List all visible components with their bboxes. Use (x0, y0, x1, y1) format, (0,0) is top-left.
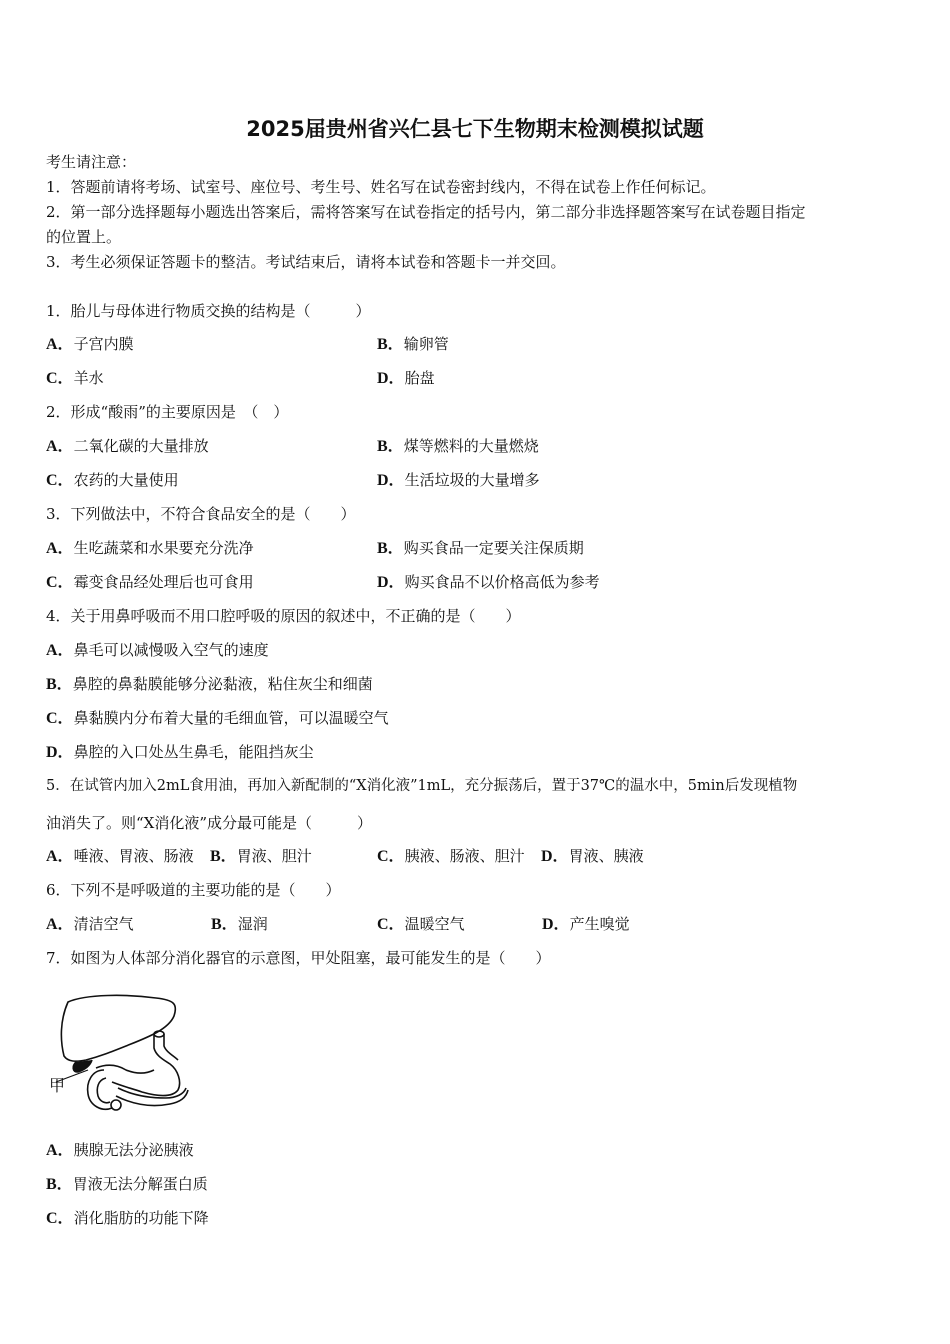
question-1-option-a[interactable] (46, 334, 134, 355)
option-text: 胎盘 (404, 369, 435, 387)
question-4-stem: 4．关于用鼻呼吸而不用口腔呼吸的原因的叙述中，不正确的是（ ） (46, 607, 521, 625)
notice-item-3: 3．考生必须保证答题卡的整洁。考试结束后，请将本试卷和答题卡一并交回。 (46, 253, 566, 271)
option-label: C． (46, 710, 74, 727)
question-5-option-d[interactable] (541, 846, 644, 867)
option-text: 消化脂肪的功能下降 (73, 1209, 209, 1227)
question-1-option-d[interactable] (377, 368, 435, 389)
question-6-option-b[interactable] (211, 914, 268, 935)
figure-label-jia: 甲 (49, 1076, 66, 1095)
question-3-option-a[interactable] (46, 538, 254, 559)
option-label: D． (46, 744, 74, 761)
question-6-option-a[interactable] (46, 914, 134, 935)
option-text: 唾液、胃液、肠液 (73, 847, 194, 865)
option-text: 胃液、胰液 (568, 847, 644, 865)
question-1-stem: 1．胎儿与母体进行物质交换的结构是（ ） (46, 302, 371, 320)
option-label: B． (46, 1176, 73, 1193)
option-text: 胃液无法分解蛋白质 (72, 1175, 208, 1193)
notice-item-2-cont: 的位置上。 (46, 228, 122, 246)
option-label: B． (377, 336, 404, 353)
option-text: 湿润 (237, 915, 268, 933)
option-label: A． (46, 438, 74, 455)
option-label: B． (377, 540, 404, 557)
option-label: B． (377, 438, 404, 455)
option-text: 农药的大量使用 (73, 471, 179, 489)
option-text: 输卵管 (403, 335, 449, 353)
option-label: C． (46, 574, 74, 591)
question-5-option-b[interactable] (210, 846, 312, 867)
option-text: 胰腺无法分泌胰液 (73, 1141, 194, 1159)
option-label: A． (46, 336, 74, 353)
question-6-option-d[interactable] (542, 914, 630, 935)
option-text: 二氧化碳的大量排放 (73, 437, 209, 455)
option-text: 鼻腔的入口处丛生鼻毛，能阻挡灰尘 (73, 743, 314, 761)
option-text: 胃液、胆汁 (236, 847, 312, 865)
option-label: D． (542, 916, 570, 933)
question-5-option-a[interactable] (46, 846, 194, 867)
notice-item-1: 1．答题前请将考场、试室号、座位号、考生号、姓名写在试卷密封线内，不得在试卷上作任何标记。 (46, 178, 716, 196)
option-label: C． (377, 916, 405, 933)
question-5-stem-line-1: 5．在试管内加入2mL食用油，再加入新配制的“X消化液”1mL，充分振荡后，置于37℃的温水中，5min后发现植物 (46, 778, 798, 794)
option-text: 购买食品不以价格高低为参考 (404, 573, 600, 591)
question-2-option-d[interactable] (377, 470, 540, 491)
option-label: D． (377, 574, 405, 591)
question-3-option-b[interactable] (377, 538, 584, 559)
question-4-option-a[interactable] (46, 640, 269, 661)
option-label: C． (46, 370, 74, 387)
option-text: 鼻毛可以减慢吸入空气的速度 (73, 641, 269, 659)
option-label: C． (46, 1210, 74, 1227)
question-3-option-c[interactable] (46, 572, 254, 593)
option-label: B． (46, 676, 73, 693)
option-label: A． (46, 642, 74, 659)
question-4-option-d[interactable] (46, 742, 314, 763)
option-text: 霉变食品经处理后也可食用 (73, 573, 254, 591)
question-7-option-b[interactable] (46, 1174, 208, 1195)
question-2-option-c[interactable] (46, 470, 179, 491)
digestive-organs-diagram (46, 990, 191, 1120)
question-6-option-c[interactable] (377, 914, 465, 935)
question-3-stem: 3．下列做法中，不符合食品安全的是（ ） (46, 505, 356, 523)
option-text: 鼻腔的鼻黏膜能够分泌黏液，粘住灰尘和细菌 (72, 675, 373, 693)
option-label: C． (46, 472, 74, 489)
page-title: 2025届贵州省兴仁县七下生物期末检测模拟试题 (246, 117, 704, 141)
question-6-stem: 6．下列不是呼吸道的主要功能的是（ ） (46, 881, 341, 899)
option-label: D． (377, 472, 405, 489)
option-label: D． (377, 370, 405, 387)
option-text: 购买食品一定要关注保质期 (403, 539, 584, 557)
question-5-stem-line-2: 油消失了。则“X消化液”成分最可能是（ ） (46, 814, 373, 832)
option-text: 鼻黏膜内分布着大量的毛细血管，可以温暖空气 (73, 709, 389, 727)
notice-item-2: 2．第一部分选择题每小题选出答案后，需将答案写在试卷指定的括号内，第二部分非选择题答案写在试卷题目指定 (46, 203, 806, 221)
question-2-option-b[interactable] (377, 436, 539, 457)
option-label: A． (46, 916, 74, 933)
question-3-option-d[interactable] (377, 572, 600, 593)
option-label: C． (377, 848, 405, 865)
option-text: 羊水 (73, 369, 104, 387)
question-1-option-c[interactable] (46, 368, 104, 389)
option-text: 胰液、肠液、胆汁 (404, 847, 525, 865)
question-2-option-a[interactable] (46, 436, 209, 457)
option-text: 生吃蔬菜和水果要充分洗净 (73, 539, 254, 557)
option-label: A． (46, 848, 74, 865)
option-label: D． (541, 848, 569, 865)
option-label: B． (210, 848, 237, 865)
option-label: A． (46, 1142, 74, 1159)
notice-heading: 考生请注意： (46, 153, 137, 171)
option-text: 煤等燃料的大量燃烧 (403, 437, 539, 455)
question-4-option-b[interactable] (46, 674, 373, 695)
question-1-option-b[interactable] (377, 334, 449, 355)
option-text: 生活垃圾的大量增多 (404, 471, 540, 489)
option-text: 温暖空气 (404, 915, 465, 933)
question-2-stem: 2．形成“酸雨”的主要原因是 （ ） (46, 403, 289, 421)
question-7-option-c[interactable] (46, 1208, 209, 1229)
option-label: B． (211, 916, 238, 933)
question-4-option-c[interactable] (46, 708, 389, 729)
option-label: A． (46, 540, 74, 557)
question-7-stem: 7．如图为人体部分消化器官的示意图，甲处阻塞，最可能发生的是（ ） (46, 949, 551, 967)
question-7-option-a[interactable] (46, 1140, 194, 1161)
option-text: 子宫内膜 (73, 335, 134, 353)
option-text: 清洁空气 (73, 915, 134, 933)
question-5-option-c[interactable] (377, 846, 525, 867)
option-text: 产生嗅觉 (569, 915, 630, 933)
